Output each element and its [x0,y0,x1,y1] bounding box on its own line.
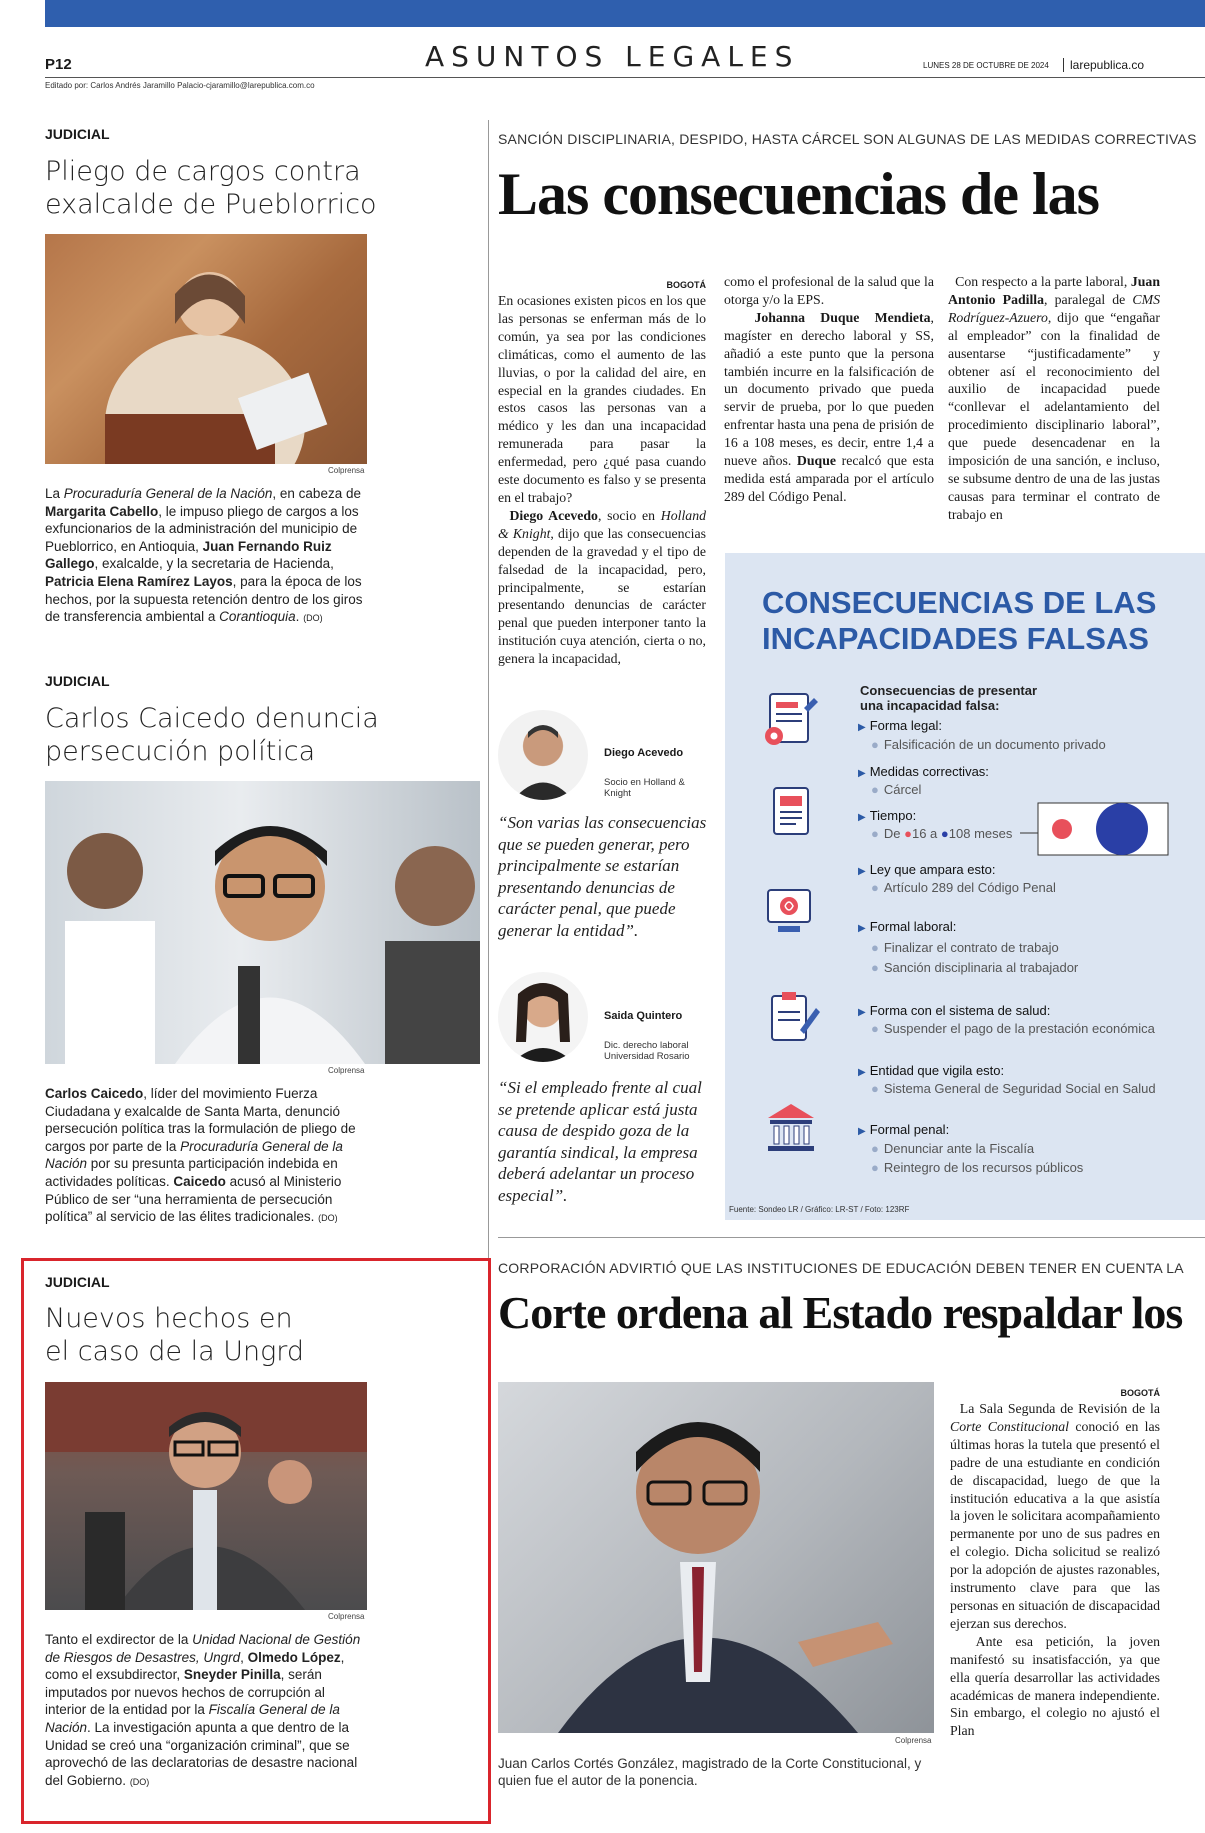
infographic-subtitle: Consecuencias de presentar una incapacidad falsa: [860,683,1038,713]
infographic-title: CONSECUENCIAS DE LAS INCAPACIDADES FALSAS [762,585,1157,656]
story3-body: Tanto el exdirector de la Unidad Nacional de Gestión de Riesgos de Desastres, Ungrd, Olmedo López, como el exsubdirector, Sneyder Pinilla, serán imputados por nuevos hechos de corrupción al interior de la entidad por la Fiscalía General de la Nación. La investigación apunta a que dentro de la Unidad se creó una “organización criminal”, que se aprovechó de las declaratorias de desastre nacional del Gobierno. (DO) [45,1632,361,1788]
info-item-value: ● Denunciar ante la Fiscalía [871,1141,1035,1156]
officials-illustration [45,1382,367,1610]
story3-kicker: JUDICIAL [45,1274,110,1290]
main-deck: SANCIÓN DISCIPLINARIA, DESPIDO, HASTA CÁRCEL SON ALGUNAS DE LAS MEDIDAS CORRECTIVAS [498,131,1197,147]
info-item-value: ● De ●16 a ●108 meses [871,826,1013,841]
story2-photo [45,781,480,1064]
story1-photo [45,234,367,464]
info-item-value: ● Reintegro de los recursos públicos [871,1160,1084,1175]
info-item-label: ▶ Formal penal: [858,1122,950,1137]
main-col2: como el profesional de la salud que la otorga y/o la EPS. Johanna Duque Mendieta, magíster en derecho laboral y SS, añadió a este punto que la persona también incurre en la falsificación de un documento privado que pueda servir de prueba, por lo que pueden enfrentar hasta una pena de prisión de 16 a 108 meses, es decir, entre 1,4 a nueve años. Duque recalcó que esta medida está amparada por el artículo 289 del Código Penal. [724,274,934,504]
second-caption: Juan Carlos Cortés González, magistrado de la Corte Constitucional, y quien fue el autor de la ponencia. [498,1756,922,1788]
story3-photo [45,1382,367,1610]
story2-title: Carlos Caicedo denuncia persecución política [45,703,379,767]
clipboard-pen-icon [760,986,822,1048]
second-credit: Colprensa [895,1736,932,1745]
second-body: BOGOTÁ La Sala Segunda de Revisión de la Corte Constitucional conoció en las últimas horas la tutela que presentó el padre de una estudiante en condición de discapacidad, luego de que la institución educativa a la que asistía la joven le solicitara acompañamiento permanente por uno de sus padres en el colegio. Dicha solicitud se realizó por la adopción de ajustes razonables, instrumento clave para que las personas en situación de discapacidad ejerzan sus derechos. Ante esa petición, la joven manifestó su insatisfacción, ya que ella quería desarrollar las actividades académicas de manera independiente. Sin embargo, el colegio no ajustó el Plan [950,1388,1160,1739]
second-headline: Corte ordena al Estado respaldar los [498,1287,1183,1338]
info-item-label: ▶ Forma con el sistema de salud: [858,1003,1051,1018]
issue-date: LUNES 28 DE OCTUBRE DE 2024 [923,61,1049,70]
second-deck: CORPORACIÓN ADVIRTIÓ QUE LAS INSTITUCIONES DE EDUCACIÓN DEBEN TENER EN CUENTA LA [498,1260,1184,1276]
main-headline: Las consecuencias de las [498,161,1100,227]
info-item-label: ▶ Formal laboral: [858,919,957,934]
top-color-bar [45,0,1205,27]
story1-kicker: JUDICIAL [45,126,110,142]
story1-credit: Colprensa [328,466,365,475]
info-item-label: ▶ Entidad que vigila esto: [858,1063,1005,1078]
info-item-label: ▶ Forma legal: [858,718,942,733]
story2-credit: Colprensa [328,1066,365,1075]
section-title: ASUNTOS LEGALES [425,40,800,73]
info-item-value: ● Suspender el pago de la prestación económica [871,1021,1155,1036]
info-item-value: ● Finalizar el contrato de trabajo [871,940,1059,955]
newspaper-icon [760,780,822,842]
politician-illustration [45,781,480,1064]
document-gear-icon [760,688,822,750]
story1-title: Pliego de cargos contra exalcalde de Pueblorrico [45,156,377,220]
speaker-illustration [45,234,367,464]
infographic-source: Fuente: Sondeo LR / Gráfico: LR-ST / Foto: 123RF [729,1205,910,1214]
courthouse-icon [760,1096,822,1158]
story3-title: Nuevos hechos en el caso de la Ungrd [45,1303,305,1367]
person1-name: Diego Acevedo [604,747,684,759]
header-rule [45,77,1205,78]
main-col1: BOGOTÁ En ocasiones existen picos en los que las personas se enferman más de lo común, ya sea por las condiciones climáticas, como el aumento de las lluvias, o por la calidad del aire, en especial en la grandes ciudades. En estos casos las personas van a médico y les dan una incapacidad remunerada para pasar la enfermedad, pero ¿qué pasa cuando este documento es falso y se presenta en el trabajo? Diego Acevedo, socio en Holland & Knight, dijo que las consecuencias dependen de la gravedad y el tipo de falsedad de la incapacidad, pero, principalmente, se estarían presentando denuncias de carácter penal que pueden interponer tanto la institución cuya atención, cierta o no, genera la incapacidad, [498,280,706,667]
info-item-value: ● Cárcel [871,782,922,797]
page-number: P12 [45,56,72,73]
person2-role: Dic. derecho laboral Universidad Rosario [604,1040,690,1062]
person1-quote: “Son varias las consecuencias que se pueden generar, pero principalmente se estarían presentando denuncias de carácter penal, que puede generar la entidad”. [498,813,707,940]
info-item-value: ● Sanción disciplinaria al trabajador [871,960,1079,975]
story2-body: Carlos Caicedo, líder del movimiento Fuerza Ciudadana y exalcalde de Santa Marta, denunció persecución política tras la formulación de pliego de cargos por parte de la Procuraduría General de la Nación por su presunta participación indebida en actividades políticas. Caicedo acusó al Ministerio Público de ser “una herramienta de persecución política” al servicio de las élites tradicionales. (DO) [45,1086,356,1225]
second-photo [498,1382,934,1733]
info-item-label: ▶ Tiempo: [858,808,917,823]
section-rule [498,1237,1205,1238]
saida-quintero-portrait [498,972,588,1062]
story1-body: La Procuraduría General de la Nación, en cabeza de Margarita Cabello, le impuso pliego de cargos a los exfuncionarios de la administración del municipio de Pueblorrico, en Antioquia, Juan Fernando Ruiz Gallego, exalcalde, y la secretaria de Hacienda, Patricia Elena Ramírez Layos, para la época de los hechos, por la supuesta retención dentro de los giros de transferencia ambiental a Corantioquia. (DO) [45,486,363,625]
info-item-label: ▶ Ley que ampara esto: [858,862,996,877]
diego-acevedo-portrait [498,710,588,800]
time-range-dots [1020,797,1180,857]
info-item-label: ▶ Medidas correctivas: [858,764,989,779]
person2-quote: “Si el empleado frente al cual se pretende aplicar está justa causa de despido goza de la garantía sindical, la empresa deberá adelantar un proceso especial”. [498,1078,702,1205]
magistrate-illustration [498,1382,934,1733]
story2-kicker: JUDICIAL [45,673,110,689]
info-item-value: ● Sistema General de Seguridad Social en Salud [871,1081,1156,1096]
computer-fingerprint-icon [760,880,822,942]
person1-role: Socio en Holland & Knight [604,777,685,799]
editor-line: Editado por: Carlos Andrés Jaramillo Palacio-cjaramillo@larepublica.com.co [45,81,315,90]
main-col3: Con respecto a la parte laboral, Juan Antonio Padilla, paralegal de CMS Rodríguez-Azuero, dijo que “engañar al empleador” con la finalidad de ausentarse “justificadamente” y obtener así el reconocimiento del auxilio de incapacidad puede “conllevar el adelantamiento del procedimiento disciplinario laboral”, que puede desencadenar en la imposición de una sanción, e incluso, se subsume dentro de una de las justas causas para terminar el contrato de trabajo en [948,274,1160,522]
story3-credit: Colprensa [328,1612,365,1621]
info-item-value: ● Artículo 289 del Código Penal [871,880,1056,895]
site-link[interactable]: larepublica.co [1063,58,1144,72]
person2-name: Saida Quintero [604,1010,683,1022]
info-item-value: ● Falsificación de un documento privado [871,737,1106,752]
